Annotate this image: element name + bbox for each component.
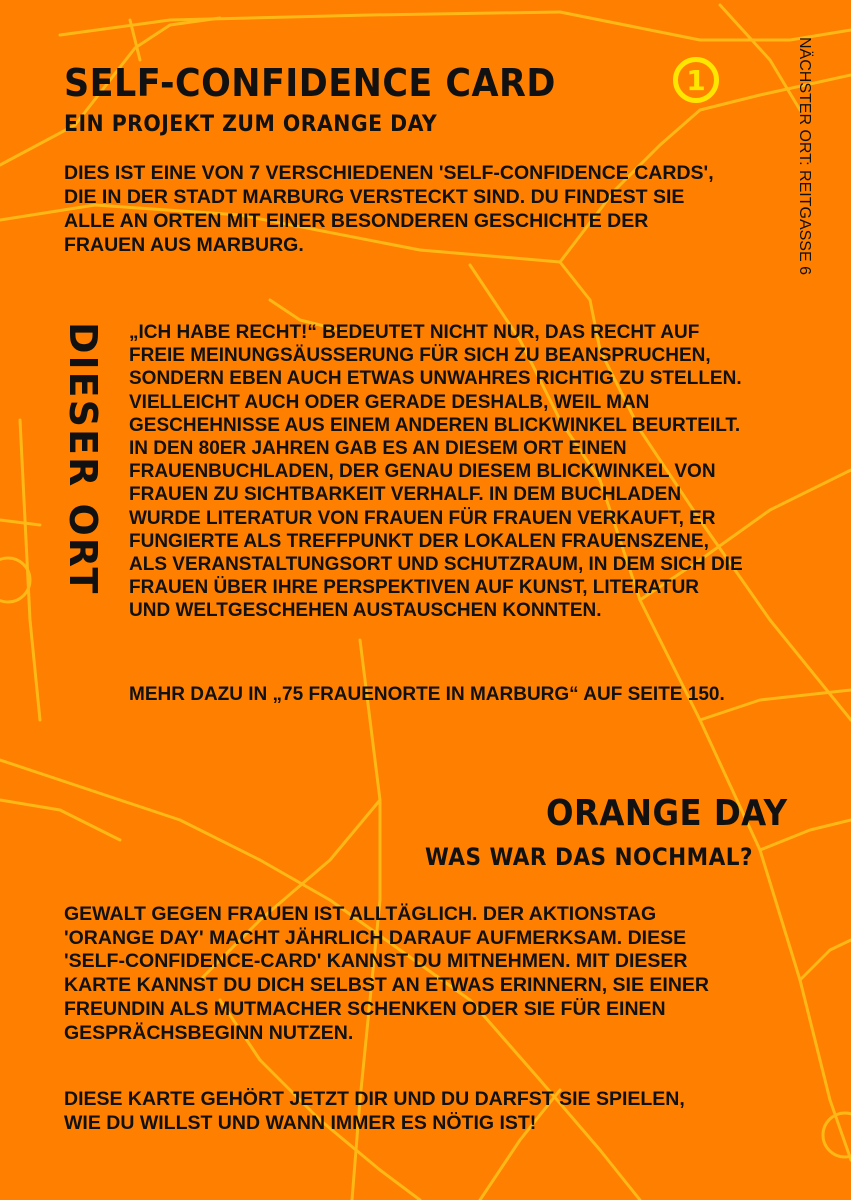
orange-day-heading: ORANGE DAY [546,793,788,834]
place-story-paragraph: „ICH HABE RECHT!“ BEDEUTET NICHT NUR, DAS RECHT AUF FREIE MEINUNGSÄUSSERUNG FÜR SICH ZU BEANSPRUCHEN, SONDERN EBEN AUCH ETWAS UNWAHRES RICHTIG ZU STELLEN. VIELLEICHT AUCH ODER GERADE DESHALB, WEIL MAN GESCHEHNISSE AUS EINEM ANDEREN BLICKWINKEL BEURTEILT. IN DEN 80ER JAHREN GAB ES AN DIESEM ORT EINEN FRAUENBUCHLADEN, DER GENAU DIESEM BLICKWINKEL VON FRAUEN ZU SICHTBARKEIT VERHALF. IN DEM BUCHLADEN WURDE LITERATUR VON FRAUEN FÜR FRAUEN VERKAUFT, ER FUNGIERTE ALS TREFFPUNKT DER LOKALEN FRAUENSZENE, ALS VERANSTALTUNGSORT UND SCHUTZRAUM, IN DEM SICH DIE FRAUEN ÜBER IHRE PERSPEKTIVEN AUF KUNST, LITERATUR UND WELTGESCHEHEN AUSTAUSCHEN KONNTEN. [129,322,743,622]
place-heading: DIESER ORT [61,322,105,596]
orange-day-paragraph: GEWALT GEGEN FRAUEN IST ALLTÄGLICH. DER AKTIONSTAG 'ORANGE DAY' MACHT JÄHRLICH DARAUF AUFMERKSAM. DIESE 'SELF-CONFIDENCE-CARD' KANNST DU MITNEHMEN. MIT DIESER KARTE KANNST DU DICH SELBST AN ETWAS ERINNERN, SIE EINER FREUNDIN ALS MUTMACHER SCHENKEN ODER SIE FÜR EINEN GESPRÄCHSBEGINN NUTZEN. [64,903,709,1044]
intro-paragraph: DIES IST EINE VON 7 VERSCHIEDENEN 'SELF-CONFIDENCE CARDS', DIE IN DER STADT MARBURG VERSTECKT SIND. DU FINDEST SIE ALLE AN ORTEN MIT EINER BESONDEREN GESCHICHTE DER FRAUEN AUS MARBURG. [64,162,714,256]
closing-paragraph: DIESE KARTE GEHÖRT JETZT DIR UND DU DARFST SIE SPIELEN, WIE DU WILLST UND WANN IMMER ES NÖTIG IST! [64,1088,685,1134]
book-reference: MEHR DAZU IN „75 FRAUENORTE IN MARBURG“ AUF SEITE 150. [129,684,725,705]
card-subtitle: EIN PROJEKT ZUM ORANGE DAY [64,112,438,137]
next-location-note: NÄCHSTER ORT: REITGASSE 6 [796,37,813,275]
card-title: SELF-CONFIDENCE CARD [64,61,556,105]
card-number: 1 [686,64,706,97]
orange-day-subheading: WAS WAR DAS NOCHMAL? [425,843,753,871]
card-number-badge [672,56,720,104]
